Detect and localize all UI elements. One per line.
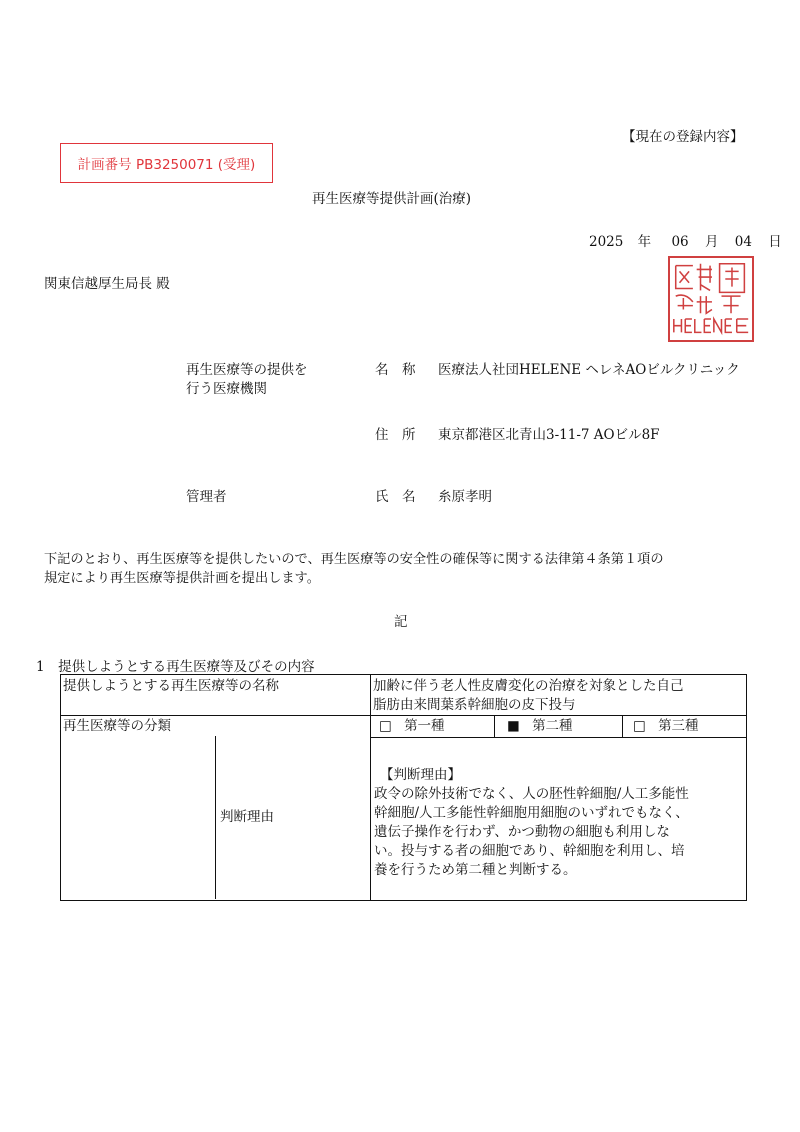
class-option-1-label: 第一種 — [404, 718, 445, 734]
row-name-label: 提供しようとする再生医療等の名称 — [61, 675, 371, 716]
reason-subgrid — [61, 736, 370, 899]
institution-address-label: 住 所 — [375, 427, 416, 443]
class-option-1-mark: □ — [379, 718, 392, 734]
table-row-class — [61, 716, 747, 738]
reason-line-3: 遺伝子操作を行わず、かつ動物の細胞も利用しな — [374, 824, 670, 840]
reason-line-4: い。投与する者の細胞であり、幹細胞を利用し、培 — [374, 843, 685, 859]
addressee: 関東信越厚生局長 殿 — [44, 276, 170, 292]
reason-line-2: 幹細胞/人工多能性幹細胞用細胞のいずれでもなく、 — [374, 805, 689, 821]
intro-line-1: 下記のとおり、再生医療等を提供したいので、再生医療等の安全性の確保等に関する法律第４条第１項の — [44, 552, 664, 567]
class-option-2-mark: ■ — [507, 718, 520, 734]
table-row-name — [61, 675, 747, 716]
submission-date — [589, 230, 782, 250]
institution-section-label-1: 再生医療等の提供を — [186, 362, 308, 378]
intro-line-2: 規定により再生医療等提供計画を提出します。 — [44, 571, 320, 586]
row-name-value-line-1: 加齢に伴う老人性皮膚変化の治療を対象とした自己 — [373, 678, 684, 694]
reason-value — [371, 738, 746, 880]
manager-name-label: 氏 名 — [375, 489, 416, 505]
class-option-3-label: 第三種 — [658, 718, 699, 734]
section-1-heading: 1 提供しようとする再生医療等及びその内容 — [36, 659, 315, 675]
date-day-unit: 日 — [768, 234, 782, 250]
treatment-content-table — [60, 674, 747, 901]
corporate-seal-icon — [668, 256, 754, 342]
plan-number-stamp — [60, 143, 273, 183]
plan-number-text: 計画番号 PB3250071 (受理) — [77, 157, 256, 173]
institution-section-label-2: 行う医療機関 — [186, 381, 267, 397]
date-month-unit: 月 — [704, 234, 719, 250]
reason-heading: 【判断理由】 — [380, 767, 461, 783]
reason-label: 判断理由 — [220, 809, 274, 825]
registration-note: 【現在の登録内容】 — [622, 129, 744, 145]
date-year: 2025 — [589, 234, 624, 250]
class-option-3 — [623, 716, 747, 738]
class-option-3-mark: □ — [633, 718, 646, 734]
class-option-2 — [495, 716, 623, 738]
document-title: 再生医療等提供計画(治療) — [312, 191, 472, 207]
date-day: 04 — [734, 234, 752, 250]
row-name-value-line-2: 脂肪由来間葉系幹細胞の皮下投与 — [373, 697, 576, 713]
row-name-value — [371, 675, 747, 716]
row-class-label: 再生医療等の分類 — [63, 718, 171, 734]
institution-name-value: 医療法人社団HELENE ヘレネAOビルクリニック — [438, 362, 740, 378]
reason-value-cell — [371, 738, 747, 901]
class-option-1 — [371, 716, 495, 738]
reason-line-1: 政令の除外技術でなく、人の胚性幹細胞/人工多能性 — [374, 786, 689, 802]
row-class-cell — [61, 716, 371, 901]
date-month: 06 — [671, 234, 689, 250]
institution-name-label: 名 称 — [375, 362, 416, 378]
manager-name-value: 糸原孝明 — [438, 489, 492, 505]
reason-line-5: 養を行うため第二種と判断する。 — [374, 862, 577, 878]
date-year-unit: 年 — [637, 234, 652, 250]
reason-blank-cell — [61, 736, 216, 899]
manager-section-label: 管理者 — [186, 489, 227, 505]
class-option-2-label: 第二種 — [532, 718, 573, 734]
institution-address-value: 東京都港区北青山3-11-7 AOビル8F — [438, 427, 660, 443]
ki-mark: 記 — [394, 614, 408, 630]
